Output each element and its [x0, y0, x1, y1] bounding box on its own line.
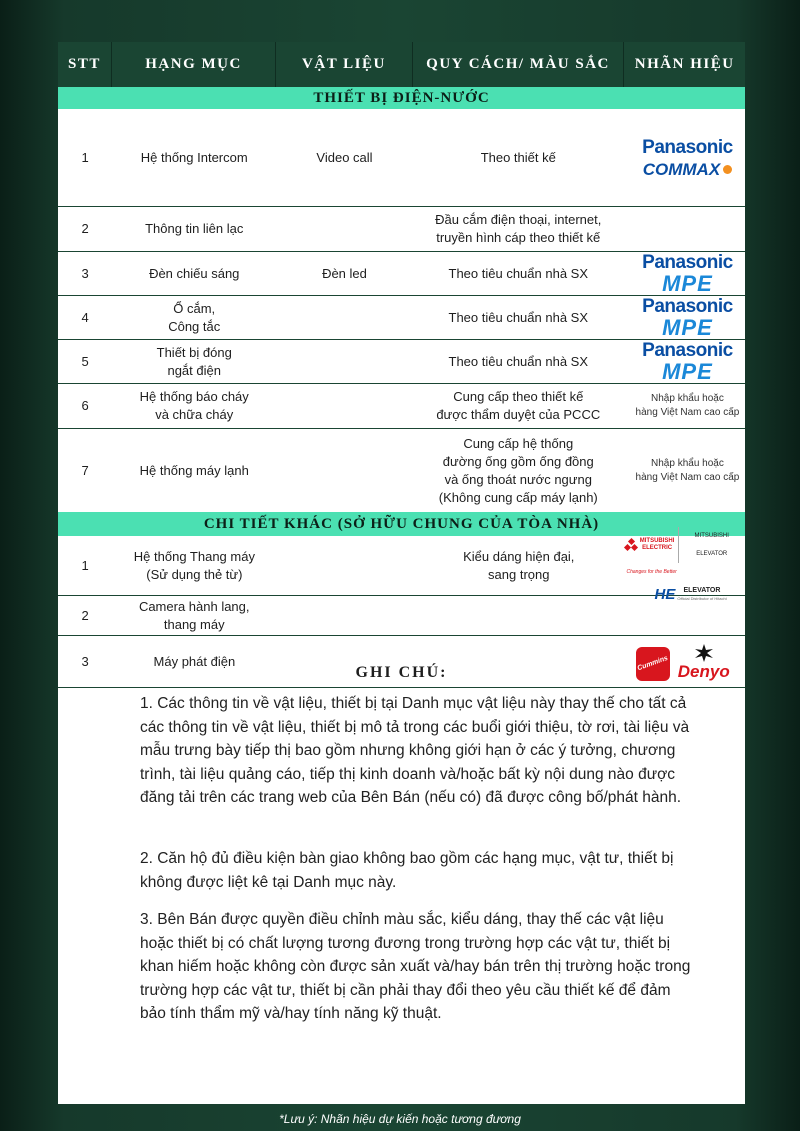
header-quy-cach: QUY CÁCH/ MÀU SẮC: [413, 42, 625, 87]
cell-hang-muc: Hệ thống báo cháy và chữa cháy: [139, 389, 249, 422]
cell-quy-cach: Cung cấp theo thiết kế được thẩm duyệt của PCCC: [436, 389, 601, 422]
mitsubishi-diamond-icon: [624, 539, 636, 551]
cell-nhan-hieu: [624, 207, 745, 251]
table-row: [58, 252, 745, 296]
panasonic-wordmark: Panasonic: [642, 136, 733, 158]
cell-quy-cach: Theo tiêu chuẩn nhà SX: [448, 353, 589, 369]
table-row: [58, 109, 745, 207]
cell-quy-cach: [413, 596, 624, 635]
table-row: [58, 207, 745, 252]
mitsubishi-electric-text: MITSUBISHI ELECTRIC: [639, 538, 675, 551]
cell-nhan-hieu: [624, 252, 745, 295]
cell-nhan-hieu: [624, 340, 745, 383]
cell-stt: 1: [81, 557, 89, 573]
note-item-2: 2. Căn hộ đủ điều kiện bàn giao không bao gồm các hạng mục, vật tư, thiết bị không được liệt kê tại Danh mục này.: [140, 850, 674, 891]
cell-vat-lieu: [276, 207, 412, 251]
cell-quy-cach: Theo tiêu chuẩn nhà SX: [448, 265, 589, 281]
cell-vat-lieu: Video call: [316, 149, 373, 165]
cell-quy-cach: Theo thiết kế: [480, 149, 556, 165]
panasonic-wordmark: Panasonic: [642, 295, 733, 317]
table-row: [58, 340, 745, 384]
cell-nhan-hieu: [624, 109, 745, 206]
table-row: [58, 429, 745, 512]
mpe-wordmark: MPE: [662, 270, 713, 296]
panasonic-mpe-logo: [642, 297, 733, 339]
cell-hang-muc: Hệ thống Intercom: [140, 149, 248, 165]
panasonic-wordmark: Panasonic: [642, 251, 733, 273]
section-title-common-details: CHI TIẾT KHÁC (SỞ HỮU CHUNG CỦA TÒA NHÀ): [58, 512, 745, 536]
cell-vat-lieu: [276, 384, 412, 428]
cell-hang-muc: Hệ thống máy lạnh: [139, 462, 249, 478]
cell-stt: 3: [81, 265, 89, 281]
cell-stt: 2: [81, 221, 89, 236]
table-row: [58, 533, 745, 603]
header-nhan-hieu: NHÃN HIỆU: [634, 56, 735, 72]
cell-stt: 5: [81, 353, 89, 369]
cell-vat-lieu: [276, 340, 412, 383]
denyo-wordmark: Denyo: [677, 661, 730, 681]
mpe-wordmark: MPE: [662, 358, 713, 384]
he-elevator-text: ELEVATOR Official Distributor of Hitachi: [677, 587, 727, 601]
mitsubishi-logo: [624, 527, 741, 563]
cell-vat-lieu: [276, 296, 412, 339]
header-vat-lieu: VẬT LIỆU: [276, 42, 412, 87]
section-title-electric-water: THIẾT BỊ ĐIỆN-NƯỚC: [58, 87, 745, 109]
cell-nhan-hieu: Nhập khẩu hoặc hàng Việt Nam cao cấp: [635, 393, 740, 418]
header-stt: STT: [58, 42, 112, 87]
cell-hang-muc: Máy phát điện: [153, 653, 236, 669]
mpe-wordmark: MPE: [662, 314, 713, 340]
denyo-emblem-icon: [693, 643, 715, 663]
commax-wordmark: COMMAX: [643, 161, 732, 178]
cell-stt: 2: [81, 607, 89, 623]
note-item-1: 1. Các thông tin về vật liệu, thiết bị tại Danh mục vật liệu này thay thế cho tất cả các thông tin về vật liệu, thiết bị mô tả trong các buổi giới thiệu, tờ rơi, tài liệu và mẫu trưng bày tiếp thị bao gồm nhưng không giới hạn ở các ý tưởng, chương trình, tài liệu quảng cáo, tiếp thị kinh doanh và/hoặc bất kỳ nội dung nào được đăng tải trên các trang web của Bên Bán (nếu có) đã được công bố/phát hành.: [140, 695, 690, 806]
notes-title: GHI CHÚ:: [355, 664, 448, 681]
mitsubishi-tagline: Changes for the Better: [626, 569, 677, 575]
table-header: [58, 42, 745, 87]
cell-hang-muc: Đèn chiếu sáng: [149, 265, 240, 281]
cell-vat-lieu: [276, 596, 412, 635]
cell-nhan-hieu: [624, 533, 745, 603]
he-mark: HE: [654, 586, 676, 603]
cell-nhan-hieu: [624, 596, 745, 635]
cell-hang-muc: Ổ cắm, Công tắc: [168, 300, 221, 334]
cell-nhan-hieu: [624, 296, 745, 339]
cell-stt: 3: [81, 653, 89, 669]
cell-stt: 6: [81, 398, 89, 413]
cell-stt: 7: [81, 462, 89, 478]
panasonic-wordmark: Panasonic: [642, 339, 733, 361]
cell-quy-cach: Cung cấp hệ thống đường ống gồm ống đồng và ống thoát nước ngưng (Không cung cấp máy lạnh): [438, 435, 598, 505]
cell-hang-muc: Hệ thống Thang máy (Sử dụng thẻ từ): [133, 548, 255, 582]
cell-hang-muc: Thông tin liên lạc: [145, 221, 244, 236]
cell-hang-muc: Thiết bị đóng ngắt điện: [156, 344, 232, 378]
table-row: [58, 384, 745, 429]
cell-vat-lieu: [277, 536, 414, 595]
cell-stt: 1: [81, 149, 89, 165]
cell-nhan-hieu: Nhập khẩu hoặc hàng Việt Nam cao cấp: [635, 457, 740, 483]
cell-quy-cach: Kiểu dáng hiện đại, sang trọng: [463, 548, 575, 582]
mitsubishi-elevator-text: MITSUBISHI ELEVATOR: [678, 527, 741, 563]
footer-note: *Lưu ý: Nhãn hiệu dự kiến hoặc tương đương: [279, 1112, 521, 1126]
cell-quy-cach: Đầu cắm điện thoại, internet, truyền hình cáp theo thiết kế: [435, 212, 602, 245]
note-item-3: 3. Bên Bán được quyền điều chỉnh màu sắc, kiểu dáng, thay thế các vật liệu hoặc thiết bị có chất lượng tương đương trong trường hợp các vật tư, thiết bị khan hiếm hoặc không còn được sản xuất và/hay bán trên thị trường hoặc trong trường hợp các vật tư, thiết bị cần phải thay đổi theo yêu cầu thiết kế để đảm bảo tính thẩm mỹ và/hay tính năng kỹ thuật.: [140, 911, 691, 1022]
header-hang-muc: HẠNG MỤC: [112, 42, 276, 87]
cell-quy-cach: Theo tiêu chuẩn nhà SX: [448, 309, 589, 325]
table-row: [58, 596, 745, 636]
cell-stt: 4: [81, 309, 89, 325]
panasonic-mpe-logo: [642, 253, 733, 295]
panasonic-mpe-logo: [642, 341, 733, 383]
cell-hang-muc: Camera hành lang, thang máy: [138, 598, 250, 632]
cell-vat-lieu: [276, 429, 412, 512]
cummins-logo: Cummins: [636, 647, 670, 681]
commax-dot-icon: [723, 165, 732, 174]
panasonic-commax-logo: [642, 138, 733, 178]
material-list-page: [58, 42, 745, 1104]
table-row: [58, 296, 745, 340]
cell-vat-lieu: Đèn led: [322, 265, 367, 281]
elevator-brand-logos: [624, 527, 741, 604]
